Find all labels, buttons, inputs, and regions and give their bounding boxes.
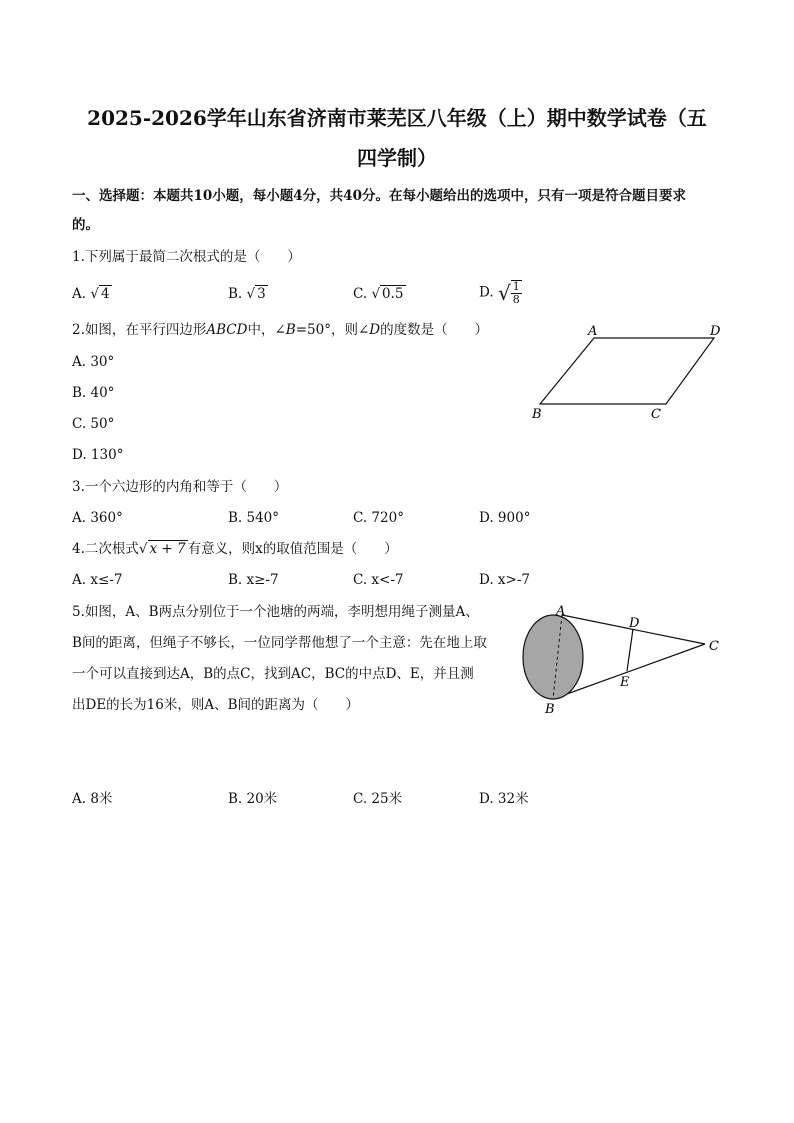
q1-d-numerator: 1 <box>512 280 520 293</box>
fig-label-b: B <box>532 407 542 422</box>
q4-option-b: B. x≥-7 <box>228 572 279 588</box>
q1-d-fraction <box>511 280 522 306</box>
q1-b-label: B. <box>228 286 243 302</box>
q1-d-label: D. <box>479 284 494 301</box>
q1-d-denominator: 8 <box>512 293 520 306</box>
q2-stem-mid: 中，∠ <box>247 322 286 338</box>
q3-option-b: B. 540° <box>228 510 280 526</box>
q1-a-label: A. <box>72 286 87 302</box>
q1-option-b <box>228 285 268 303</box>
q1-option-a <box>72 285 112 303</box>
q2-stem-pre: 2.如图，在平行四边形 <box>72 322 207 338</box>
q1-a-radicand: 4 <box>100 286 110 302</box>
q1-d-sqrt-sign: √ <box>497 281 511 305</box>
q2-stem-mid2: =50°，则∠ <box>295 322 370 338</box>
fig5-label-b: B <box>545 702 555 717</box>
fig5-label-c: C <box>709 639 719 654</box>
q4-radicand: x + 7 <box>149 541 186 557</box>
section-heading-cont: 的。 <box>72 217 99 233</box>
fig5-label-e: E <box>620 675 630 690</box>
q2-stem-d: D <box>369 322 381 338</box>
q4-option-d: D. x>-7 <box>479 572 531 588</box>
page-title-line-1: 2025-2026学年山东省济南市莱芜区八年级（上）期中数学试卷（五 <box>87 106 707 130</box>
q1-c-radical: √ 0.5 <box>371 286 404 302</box>
line-de <box>627 629 633 671</box>
q2-stem-b: B <box>285 322 296 338</box>
q1-b-radicand: 3 <box>257 286 266 302</box>
fig-label-c: C <box>651 407 661 422</box>
q5-option-d: D. 32米 <box>479 791 529 807</box>
q4-option-a: A. x≤-7 <box>72 572 123 588</box>
q4-stem-post: 有意义，则x的取值范围是（ ） <box>187 541 398 557</box>
pond-shape <box>523 615 583 699</box>
q1-stem: 1.下列属于最简二次根式的是（ ） <box>72 249 301 265</box>
fig5-label-d: D <box>629 616 640 631</box>
q2-stem-abcd: ABCD <box>206 322 248 338</box>
q1-b-radical: √ 3 <box>246 286 266 302</box>
q2-option-c: C. 50° <box>72 416 115 432</box>
q4-option-c: C. x<-7 <box>353 572 404 588</box>
q5-option-c: C. 25米 <box>353 791 403 807</box>
q2-option-b: B. 40° <box>72 385 115 401</box>
q2-stem <box>72 321 488 339</box>
q1-c-label: C. <box>353 286 368 302</box>
q5-stem-line-2: B间的距离，但绳子不够长，一位同学帮他想了一个主意：先在地上取 <box>72 635 487 651</box>
q1-a-radical: √ 4 <box>90 286 110 302</box>
q2-option-a: A. 30° <box>72 354 115 370</box>
q4-stem <box>72 540 398 558</box>
pond-figure <box>515 600 730 720</box>
q5-stem-line-1: 5.如图，A、B两点分别位于一个池塘的两端，李明想用绳子测量A、 <box>72 604 479 620</box>
q5-stem-line-4: 出DE的长为16米，则A、B间的距离为（ ） <box>72 697 360 713</box>
q3-option-c: C. 720° <box>353 510 404 526</box>
q3-stem: 3.一个六边形的内角和等于（ ） <box>72 479 288 495</box>
section-heading: 一、选择题：本题共10小题，每小题4分，共40分。在每小题给出的选项中，只有一项是符合题目要求 <box>72 188 686 204</box>
q3-option-d: D. 900° <box>479 510 531 526</box>
fig-label-a: A <box>588 324 598 339</box>
q4-stem-pre: 4.二次根式 <box>72 541 139 557</box>
q2-stem-post: 的度数是（ ） <box>380 322 489 338</box>
q4-radical: √ x + 7 <box>138 541 186 557</box>
q3-option-a: A. 360° <box>72 510 123 526</box>
q1-option-d <box>479 280 522 306</box>
q5-option-a: A. 8米 <box>72 791 113 807</box>
q2-option-d: D. 130° <box>72 447 124 463</box>
page-title-line-2: 四学制） <box>357 146 437 170</box>
q1-c-radicand: 0.5 <box>382 286 404 302</box>
fig-label-d: D <box>710 324 721 339</box>
parallelogram-figure <box>525 318 730 428</box>
q5-stem-line-3: 一个可以直接到达A，B的点C，找到AC，BC的中点D、E，并且测 <box>72 666 474 682</box>
q5-option-b: B. 20米 <box>228 791 278 807</box>
fig5-label-a: A <box>556 604 566 619</box>
parallelogram-abcd <box>540 338 714 404</box>
q1-option-c <box>353 285 406 303</box>
